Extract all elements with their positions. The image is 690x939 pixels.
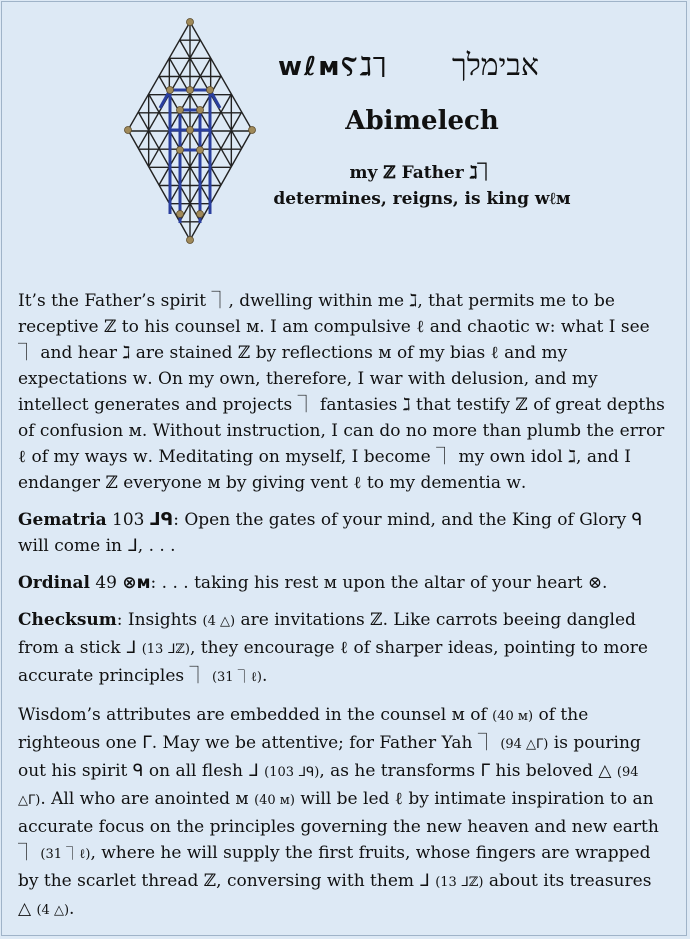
checksum-text-2: are invitations ℤ. Like carrots beeing dangled from a stick ᒧ — [18, 610, 636, 658]
wisdom-text-9: . — [69, 899, 75, 919]
lattice-node — [187, 127, 194, 134]
body-text — [18, 288, 668, 935]
wisdom-note-2: (94 △ᒥ) — [500, 737, 549, 752]
wisdom-note-3: (103 ᒧᑫ) — [264, 765, 320, 780]
wisdom-text-3: is pouring out his spirit ᑫ on all flesh ᒧ — [18, 733, 641, 781]
lattice-node — [125, 127, 132, 134]
lattice-node — [177, 107, 184, 114]
lattice-node — [167, 87, 174, 94]
wisdom-text-4: , as he transforms ᒥ his beloved △ — [319, 761, 617, 781]
wisdom-text-7: , where he will supply the first fruits, whose fingers are wrapped by the scarlet thread ℤ, conversing with them ᒧ — [18, 843, 651, 891]
lattice-node — [197, 211, 204, 218]
wisdom-text-8: about its treasures △ — [18, 871, 652, 919]
paragraph-gematria — [18, 507, 668, 559]
wisdom-text-5: . All who are anointed ᴍ — [40, 789, 255, 809]
paleo-hebrew-title: ᴡℓᴍⲊℷ⏋ — [278, 52, 392, 82]
wisdom-text-2: of the righteous one ᒥ. May we be attentive; for Father Yah ⏋ — [18, 705, 589, 753]
lattice-node — [207, 87, 214, 94]
gematria-number: 103 — [112, 510, 145, 530]
checksum-note-3: (31 ⏋ℓ) — [211, 670, 262, 685]
wisdom-note-7: (13 ᒧℤ) — [435, 875, 484, 890]
wisdom-note-8: (4 △) — [36, 903, 70, 918]
ordinal-label: Ordinal — [18, 573, 90, 593]
wisdom-note-1: (40 ᴍ) — [492, 709, 534, 724]
lattice-node — [197, 107, 204, 114]
lattice-node — [187, 87, 194, 94]
gematria-text: : Open the gates of your mind, and the King of Glory ᑫ will come in ᒧ, . . . — [18, 510, 643, 556]
name-title: Abimelech — [345, 106, 499, 136]
paragraph-commentary: It’s the Father’s spirit ⏋, dwelling within me ℷ, that permits me to be receptive ℤ to his counsel ᴍ. I am compulsive ℓ and chaotic ᴡ: what I see ⏋ and hear ℷ are stained ℤ by reflections ᴍ of my bias ℓ and my expectations ᴡ. On my own, therefore, I war with delusion, and my intellect generates and projects ⏋ fantasies ℷ that testify ℤ of great depths of confusion ᴍ. Without instruction, I can do no more than plumb the error ℓ of my ways ᴡ. Meditating on myself, I become ⏋ my own idol ℷ, and I endanger ℤ everyone ᴍ by giving vent ℓ to my dementia ᴡ. — [18, 291, 665, 493]
checksum-label: Checksum — [18, 610, 117, 630]
name-meaning — [262, 160, 582, 212]
wisdom-note-4: (94 △ᒥ) — [18, 765, 639, 808]
paragraph-ordinal — [18, 570, 668, 596]
checksum-note-1: (4 △) — [202, 614, 236, 629]
lattice-node — [187, 19, 194, 26]
lattice-node — [197, 147, 204, 154]
wisdom-note-5: (40 ᴍ) — [254, 793, 295, 808]
hebrew-title: אבימלך — [452, 48, 539, 83]
checksum-note-2: (13 ᒧℤ) — [141, 642, 190, 657]
wisdom-text-6: will be led ℓ by intimate inspiration to an accurate focus on the principles governing the new heaven and new earth ⏋ — [18, 789, 659, 863]
paragraph-checksum — [18, 607, 668, 691]
meaning-line-1: my ℤ Father ℷ⏋ — [349, 163, 495, 183]
checksum-text-3: , they encourage ℓ of sharper ideas, pointing to more accurate principles ⏋ — [18, 638, 648, 686]
checksum-text-4: . — [262, 666, 268, 686]
diamond-lattice-diagram — [124, 18, 256, 250]
ordinal-text: : . . . taking his rest ᴍ upon the altar of your heart ⊗. — [150, 573, 608, 593]
meaning-line-2: determines, reigns, is king ᴡℓᴍ — [273, 189, 571, 209]
wisdom-text-1: Wisdom’s attributes are embedded in the counsel ᴍ of — [18, 705, 493, 725]
ordinal-glyph: ⊗ᴍ — [122, 573, 151, 593]
wisdom-note-6: (31 ⏋ℓ) — [40, 847, 91, 862]
ordinal-number: 49 — [95, 573, 117, 593]
gematria-label: Gematria — [18, 510, 107, 530]
checksum-text-1: : Insights — [116, 610, 203, 630]
lattice-node — [249, 127, 256, 134]
lattice-node — [177, 211, 184, 218]
lattice-node — [187, 237, 194, 244]
lattice-node — [177, 147, 184, 154]
paragraph-wisdom — [18, 702, 668, 924]
gematria-glyph: ᒧᑫ — [149, 510, 174, 530]
title-row — [272, 48, 592, 92]
